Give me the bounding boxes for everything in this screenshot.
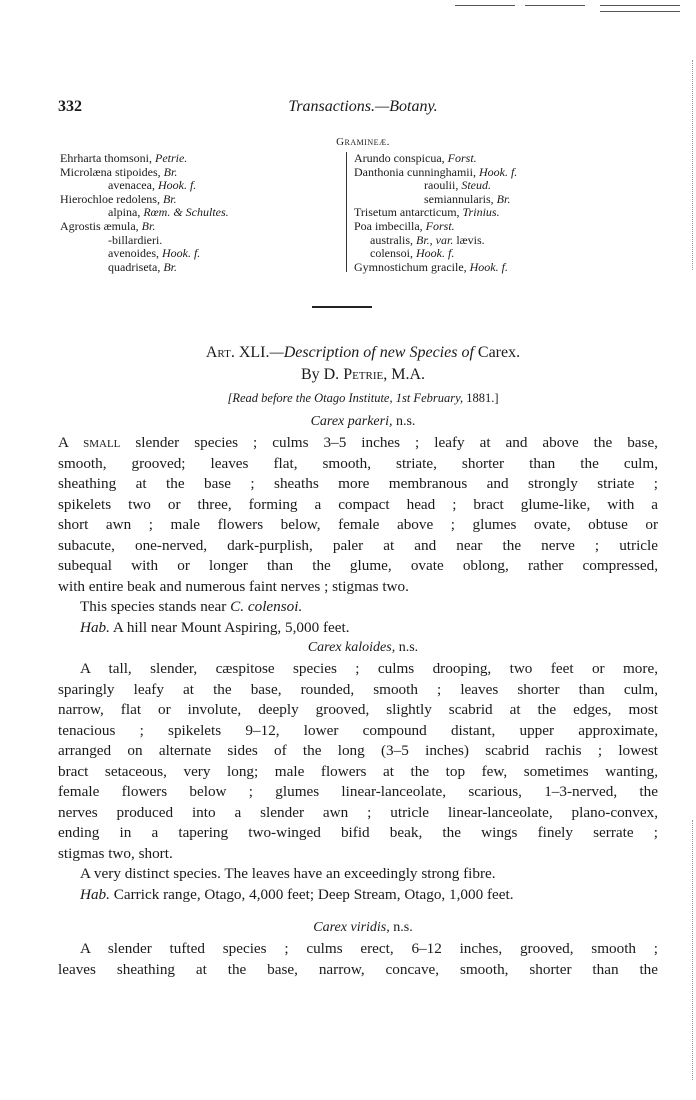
text-line: smooth, grooved; leaves flat, smooth, striate, shorter than the culm, xyxy=(58,454,658,472)
species-title-parkeri: Carex parkeri, n.s. xyxy=(310,414,416,429)
top-rule-1 xyxy=(455,5,515,6)
text-line: tenacious ; spikelets 9–12, lower compound distant, upper approximate, xyxy=(58,721,658,739)
text-line: stigmas two, short. xyxy=(58,844,173,862)
species-title-kaloides: Carex kaloides, n.s. xyxy=(307,640,419,655)
text-line: nerves produced into a slender awn ; utricle linear-lanceolate, plano-convex, xyxy=(58,803,658,821)
species-list-left xyxy=(60,152,340,274)
read-note: [Read before the Otago Institute, 1st February, 1881.] xyxy=(227,391,499,405)
text-line: A small slender species ; culms 3–5 inches ; leafy at and above the base, xyxy=(58,434,658,451)
text-line: arranged on alternate sides of the long (3–5 inches) scabrid rachis ; lowest xyxy=(58,742,658,759)
species-entry: raoulii, Steud. xyxy=(424,178,491,193)
family-heading: Gramineæ. xyxy=(336,136,390,148)
species-entry: Arundo conspicua, Forst. xyxy=(354,151,477,165)
species-entry: Agrostis æmula, Br. xyxy=(60,218,156,233)
species-entry: Danthonia cunninghamii, Hook. f. xyxy=(354,164,518,179)
species-entry: Hierochloe redolens, Br. xyxy=(60,191,177,206)
species-entry: Poa imbecilla, Forst. xyxy=(354,218,455,233)
species-entry: Trisetum antarcticum, Trinius. xyxy=(354,205,500,220)
text-line: A slender tufted species ; culms erect, 6–12 inches, grooved, smooth ; xyxy=(80,940,658,957)
text-line: bract setaceous, very long; male flowers at the top few, sometimes wanting, xyxy=(58,762,658,780)
species-entry: -billardieri. xyxy=(108,232,163,247)
text-line: sparingly leafy at the base, rounded, smooth ; leaves shorter than culm, xyxy=(58,680,658,698)
article-title: Art. XLI.—Description of new Species of Carex. xyxy=(205,344,521,361)
article-byline: By D. Petrie, M.A. xyxy=(300,366,426,383)
text-line: A very distinct species. The leaves have an exceedingly strong fibre. xyxy=(80,865,496,882)
running-head: Transactions.—Botany. xyxy=(288,98,438,115)
top-rule-2 xyxy=(525,5,585,6)
text-line: This species stands near C. colensoi. xyxy=(80,598,303,615)
text-line: A tall, slender, cæspitose species ; culms drooping, two feet or more, xyxy=(80,660,658,677)
species-entry: alpina, Rœm. & Schultes. xyxy=(108,205,229,220)
top-rule-4 xyxy=(600,11,680,12)
edge-marks-bottom xyxy=(691,820,693,1080)
species-list-right xyxy=(354,152,654,274)
species-description-viridis xyxy=(58,939,658,980)
top-rule-3 xyxy=(600,5,680,6)
species-title-viridis: Carex viridis, n.s. xyxy=(313,920,413,935)
species-entry: avenacea, Hook. f. xyxy=(108,178,197,193)
text-line: short awn ; male flowers below, female above ; glumes ovate, obtuse or xyxy=(58,516,658,533)
text-line: female flowers below ; glumes linear-lanceolate, scarious, 1–3-nerved, the xyxy=(58,783,658,800)
text-line: sheathing at the base ; sheaths more membranous and strongly striate ; xyxy=(58,475,658,492)
section-rule xyxy=(312,306,372,308)
column-divider xyxy=(346,152,347,272)
species-entry: quadriseta, Br. xyxy=(108,259,177,274)
edge-marks-top xyxy=(691,60,693,270)
text-line: leaves sheathing at the base, narrow, concave, smooth, shorter than the xyxy=(58,960,658,978)
habitat-line: Hab. Carrick range, Otago, 4,000 feet; Deep Stream, Otago, 1,000 feet. xyxy=(80,885,514,903)
text-line: subequal with or longer than the glume, ovate oblong, rather compressed, xyxy=(58,557,658,574)
habitat-line: Hab. A hill near Mount Aspiring, 5,000 feet. xyxy=(80,618,350,636)
species-entry: colensoi, Hook. f. xyxy=(370,246,455,261)
species-entry: Gymnostichum gracile, Hook. f. xyxy=(354,259,508,274)
text-line: ending in a tapering two-winged bifid beak, the wings finely serrate ; xyxy=(58,824,658,841)
text-line: narrow, flat or involute, deeply grooved, slightly scabrid at the edges, most xyxy=(58,701,658,718)
species-description-parkeri xyxy=(58,433,658,638)
species-entry: semiannularis, Br. xyxy=(424,191,511,206)
species-entry: australis, Br., var. lævis. xyxy=(370,232,485,247)
text-line: spikelets two or three, forming a compact head ; bract glume-like, with a xyxy=(58,495,658,513)
species-entry: avenoides, Hook. f. xyxy=(108,246,201,261)
species-description-kaloides xyxy=(58,659,658,905)
text-line: with entire beak and numerous faint nerves ; stigmas two. xyxy=(58,577,409,595)
species-entry: Ehrharta thomsoni, Petrie. xyxy=(60,151,188,165)
page-number: 332 xyxy=(58,98,82,115)
text-line: subacute, one-nerved, dark-purplish, paler at and near the nerve ; utricle xyxy=(58,536,658,554)
species-entry: Microlæna stipoides, Br. xyxy=(60,164,178,179)
